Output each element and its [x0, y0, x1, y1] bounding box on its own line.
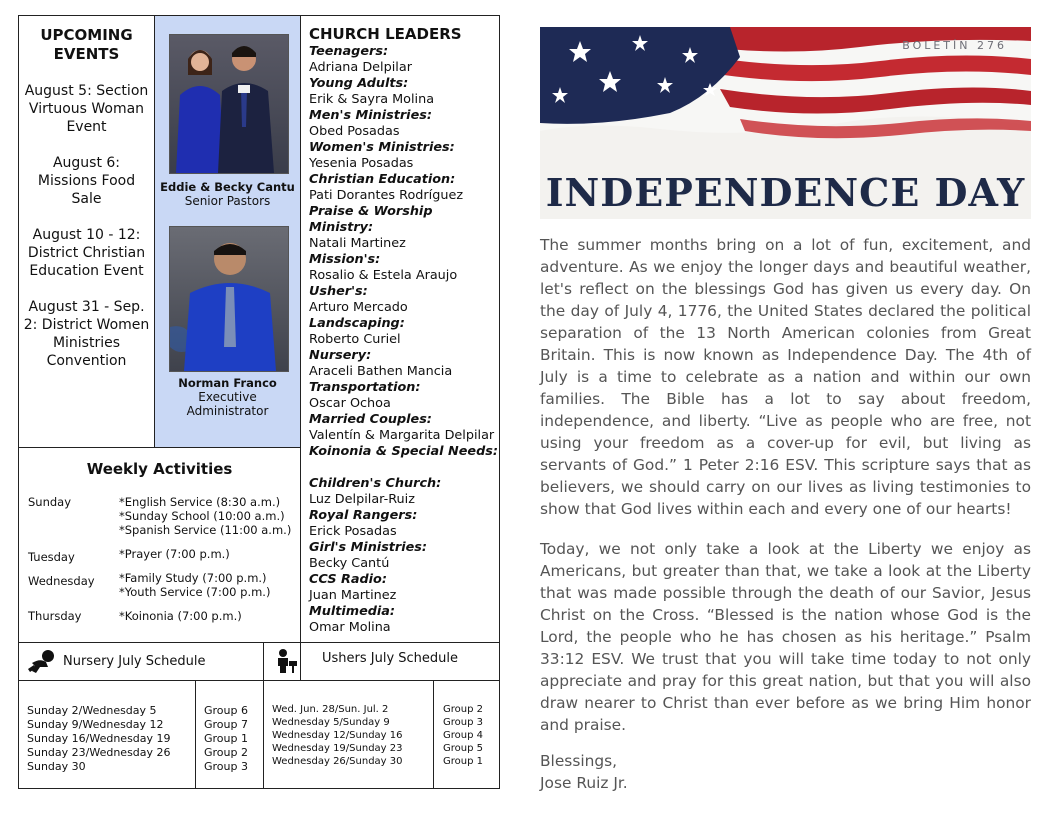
leader-name: Yesenia Posadas: [309, 156, 414, 171]
article-paragraph: The summer months bring on a lot of fun, excitement, and adventure. As we enjoy the longer days and beautiful weather, let's reflect on the blessings God has given us every day. On the day of July 4, 1776, the United States declared the political separation of the 13 North American colonies from Great Britain. This is now known as Independence Day. The 4th of July is a time to celebrate as a nation and within our own families. The Bible has a lot to say about freedom, independence, and liberty. “Live as people who are free, not using your freedom as a cover-up for evil, but living as servants of God.” 1 Peter 2:16 ESV. This scripture says that as believers, we should carry on our lives as living testimonies to show that God lives within each and every one of our hearts!: [540, 236, 1031, 518]
ushers-groups: [443, 703, 483, 768]
senior-pastors-name: Eddie & Becky Cantu: [160, 180, 295, 194]
leader-role: Praise & Worship Ministry:: [309, 204, 433, 235]
ushers-schedule-title: Ushers July Schedule: [322, 651, 459, 666]
nursery-group: Group 1: [204, 732, 248, 745]
leader-name: Becky Cantú: [309, 556, 390, 571]
leader-role: Men's Ministries:: [309, 108, 432, 123]
leader-role: Children's Church:: [309, 476, 442, 491]
leader-role: Multimedia:: [309, 604, 396, 619]
usher-group: Group 2: [443, 704, 483, 715]
usher-date: Wednesday 12/Sunday 16: [272, 730, 403, 741]
activity-item: *Spanish Service (11:00 a.m.): [119, 523, 292, 537]
independence-day-banner: [540, 27, 1031, 219]
leaders-title: CHURCH LEADERS: [309, 25, 462, 43]
leader-role: Women's Ministries:: [309, 140, 455, 155]
nursery-groups: [204, 704, 248, 774]
usher-date: Wednesday 19/Sunday 23: [272, 743, 403, 754]
banner-title: INDEPENDENCE DAY: [545, 170, 1026, 215]
signature: Jose Ruiz Jr.: [540, 774, 628, 792]
bulletin-number: BOLETÍN 276: [902, 39, 1007, 52]
activity-day: Tuesday: [28, 550, 75, 564]
leader-name: Roberto Curiel: [309, 332, 401, 347]
usher-date: Wednesday 5/Sunday 9: [272, 717, 390, 728]
activity-item: *English Service (8:30 a.m.): [119, 495, 281, 509]
leader-name: Natali Martinez: [309, 236, 406, 251]
spacer: [309, 460, 499, 476]
activity-item: *Youth Service (7:00 p.m.): [119, 585, 271, 599]
ushers-dates: [272, 703, 403, 768]
weekly-title: Weekly Activities: [86, 460, 233, 478]
divider: [300, 15, 301, 681]
usher-group: Group 3: [443, 717, 483, 728]
leader-name: Rosalio & Estela Araujo: [309, 268, 458, 283]
leader-role: Girl's Ministries:: [309, 540, 428, 555]
event-item: August 31 - Sep. 2: District Women Ministries Convention: [23, 299, 150, 369]
leader-role: Young Adults:: [309, 76, 409, 91]
event-item: August 6: Missions Food Sale: [37, 155, 136, 207]
administrator-name: Norman Franco: [178, 376, 277, 390]
leader-role: Koinonia & Special Needs:: [309, 444, 498, 459]
nursery-date: Sunday 9/Wednesday 12: [27, 718, 164, 731]
leader-name: Adriana Delpilar: [309, 60, 412, 75]
divider: [433, 680, 434, 789]
activity-list: [119, 571, 270, 599]
church-leaders: [309, 26, 499, 636]
nursery-date: Sunday 16/Wednesday 19: [27, 732, 171, 745]
leader-role: Nursery:: [309, 348, 372, 363]
nursery-date: Sunday 30: [27, 760, 86, 773]
baby-icon: [26, 649, 56, 675]
divider: [195, 680, 196, 789]
leader-role: Transportation:: [309, 380, 421, 395]
usher-date: Wednesday 26/Sunday 30: [272, 756, 403, 767]
senior-pastors-role: Senior Pastors: [184, 194, 271, 208]
activity-day: Thursday: [28, 609, 82, 623]
nursery-dates: [27, 704, 171, 774]
administrator-role: Executive: [198, 390, 257, 404]
usher-group: Group 5: [443, 743, 483, 754]
usher-date: Wed. Jun. 28/Sun. Jul. 2: [272, 704, 389, 715]
divider: [18, 680, 500, 681]
article-paragraph: Today, we not only take a look at the Liberty we enjoy as Americans, but greater than that, we take a look at the Liberty that was made possible through the death of our Savior, Jesus Christ on the Cross. “Blessed is the nation whose God is the Lord, the people who he has chosen as his heritage.” Psalm 33:12 ESV. We trust that you will take time today to not only appreciate and pray for this great nation, but that you will also draw nearer to Christ than ever before as we bring Him honor and praise.: [540, 540, 1031, 734]
nursery-group: Group 7: [204, 718, 248, 731]
leader-name: Erick Posadas: [309, 524, 397, 539]
closing: [540, 750, 628, 794]
leader-name: Valentín & Margarita Delpilar: [309, 428, 495, 443]
leader-name: Arturo Mercado: [309, 300, 408, 315]
leader-name: Oscar Ochoa: [309, 396, 391, 411]
divider: [263, 642, 264, 789]
leader-role: Teenagers:: [309, 44, 389, 59]
activity-day: Wednesday: [28, 574, 95, 588]
event-item: August 5: Section Virtuous Woman Event: [24, 83, 149, 135]
leader-role: Christian Education:: [309, 172, 456, 187]
leader-name: Erik & Sayra Molina: [309, 92, 435, 107]
nursery-date: Sunday 2/Wednesday 5: [27, 704, 157, 717]
leader-name: Araceli Bathen Mancia: [309, 364, 453, 379]
leader-role: Mission's:: [309, 252, 381, 267]
usher-group: Group 1: [443, 756, 483, 767]
leader-name: Luz Delpilar-Ruiz: [309, 492, 415, 507]
administrator-caption: [155, 376, 300, 418]
leader-name: Pati Dorantes Rodríguez: [309, 188, 464, 203]
nursery-group: Group 6: [204, 704, 248, 717]
nursery-date: Sunday 23/Wednesday 26: [27, 746, 171, 759]
nursery-schedule-title: Nursery July Schedule: [63, 654, 206, 669]
leader-name: Omar Molina: [309, 620, 391, 635]
pastors-panel: [155, 16, 300, 447]
activity-list: [119, 609, 242, 623]
activity-item: *Prayer (7:00 p.m.): [119, 547, 230, 561]
leader-role: Usher's:: [309, 284, 368, 299]
administrator-role: Administrator: [186, 404, 269, 418]
upcoming-events: [19, 16, 154, 447]
events-title: UPCOMING EVENTS: [40, 26, 133, 63]
senior-pastors-photo: [169, 34, 289, 174]
closing-salutation: Blessings,: [540, 752, 618, 770]
usher-icon: [276, 648, 298, 674]
nursery-group: Group 2: [204, 746, 248, 759]
usher-group: Group 4: [443, 730, 483, 741]
weekly-activities: [19, 448, 300, 641]
event-item: August 10 - 12: District Christian Education Event: [27, 227, 146, 279]
leader-role: Landscaping:: [309, 316, 405, 331]
senior-pastors-caption: [155, 180, 300, 208]
activity-item: *Sunday School (10:00 a.m.): [119, 509, 285, 523]
activity-item: *Family Study (7:00 p.m.): [119, 571, 267, 585]
leader-role: Married Couples:: [309, 412, 432, 427]
leader-name: Juan Martinez: [309, 588, 397, 603]
activity-item: *Koinonia (7:00 p.m.): [119, 609, 242, 623]
leader-role: Royal Rangers:: [309, 508, 418, 523]
activity-list: [119, 547, 230, 561]
activity-day: Sunday: [28, 495, 72, 509]
nursery-group: Group 3: [204, 760, 248, 773]
administrator-photo: [169, 226, 289, 372]
leader-name: Obed Posadas: [309, 124, 400, 139]
activity-list: [119, 495, 291, 537]
leader-role: CCS Radio:: [309, 572, 387, 587]
divider: [18, 642, 500, 643]
